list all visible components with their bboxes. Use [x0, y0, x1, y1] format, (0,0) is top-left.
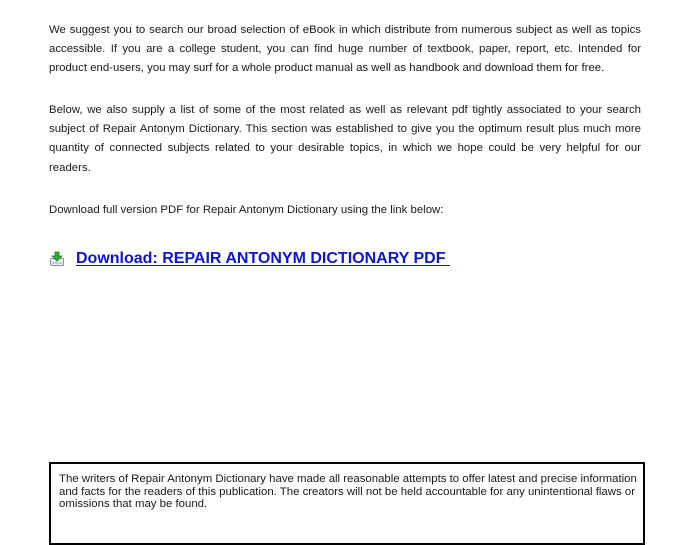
download-pdf-link[interactable]: Download: REPAIR ANTONYM DICTIONARY PDF	[76, 250, 450, 267]
download-instruction: Download full version PDF for Repair Antonym Dictionary using the link below:	[49, 204, 444, 216]
download-icon[interactable]	[49, 251, 65, 267]
related-paragraph: Below, we also supply a list of some of the most related as well as relevant pdf tightly associated to your search subject of Repair Antonym Dictionary. This section was established to give you the optimum result plus much more quantity of connected subjects related to your desirable topics, in which we hope could be very helpful for our readers.	[49, 104, 641, 174]
intro-paragraph: We suggest you to search our broad selection of eBook in which distribute from numerous subject as well as topics accessible. If you are a college student, you can find huge number of textbook, paper, report, etc. Intended for product end-users, you may surf for a whole product manual as well as handbook and download them for free.	[49, 24, 641, 75]
download-row[interactable]	[49, 248, 450, 270]
disclaimer-box	[49, 462, 645, 545]
disclaimer-text: The writers of Repair Antonym Dictionary have made all reasonable attempts to offer latest and precise information and facts for the readers of this publication. The creators will not be held accountable for any unintentional flaws or omissions that may be found.	[59, 473, 637, 511]
